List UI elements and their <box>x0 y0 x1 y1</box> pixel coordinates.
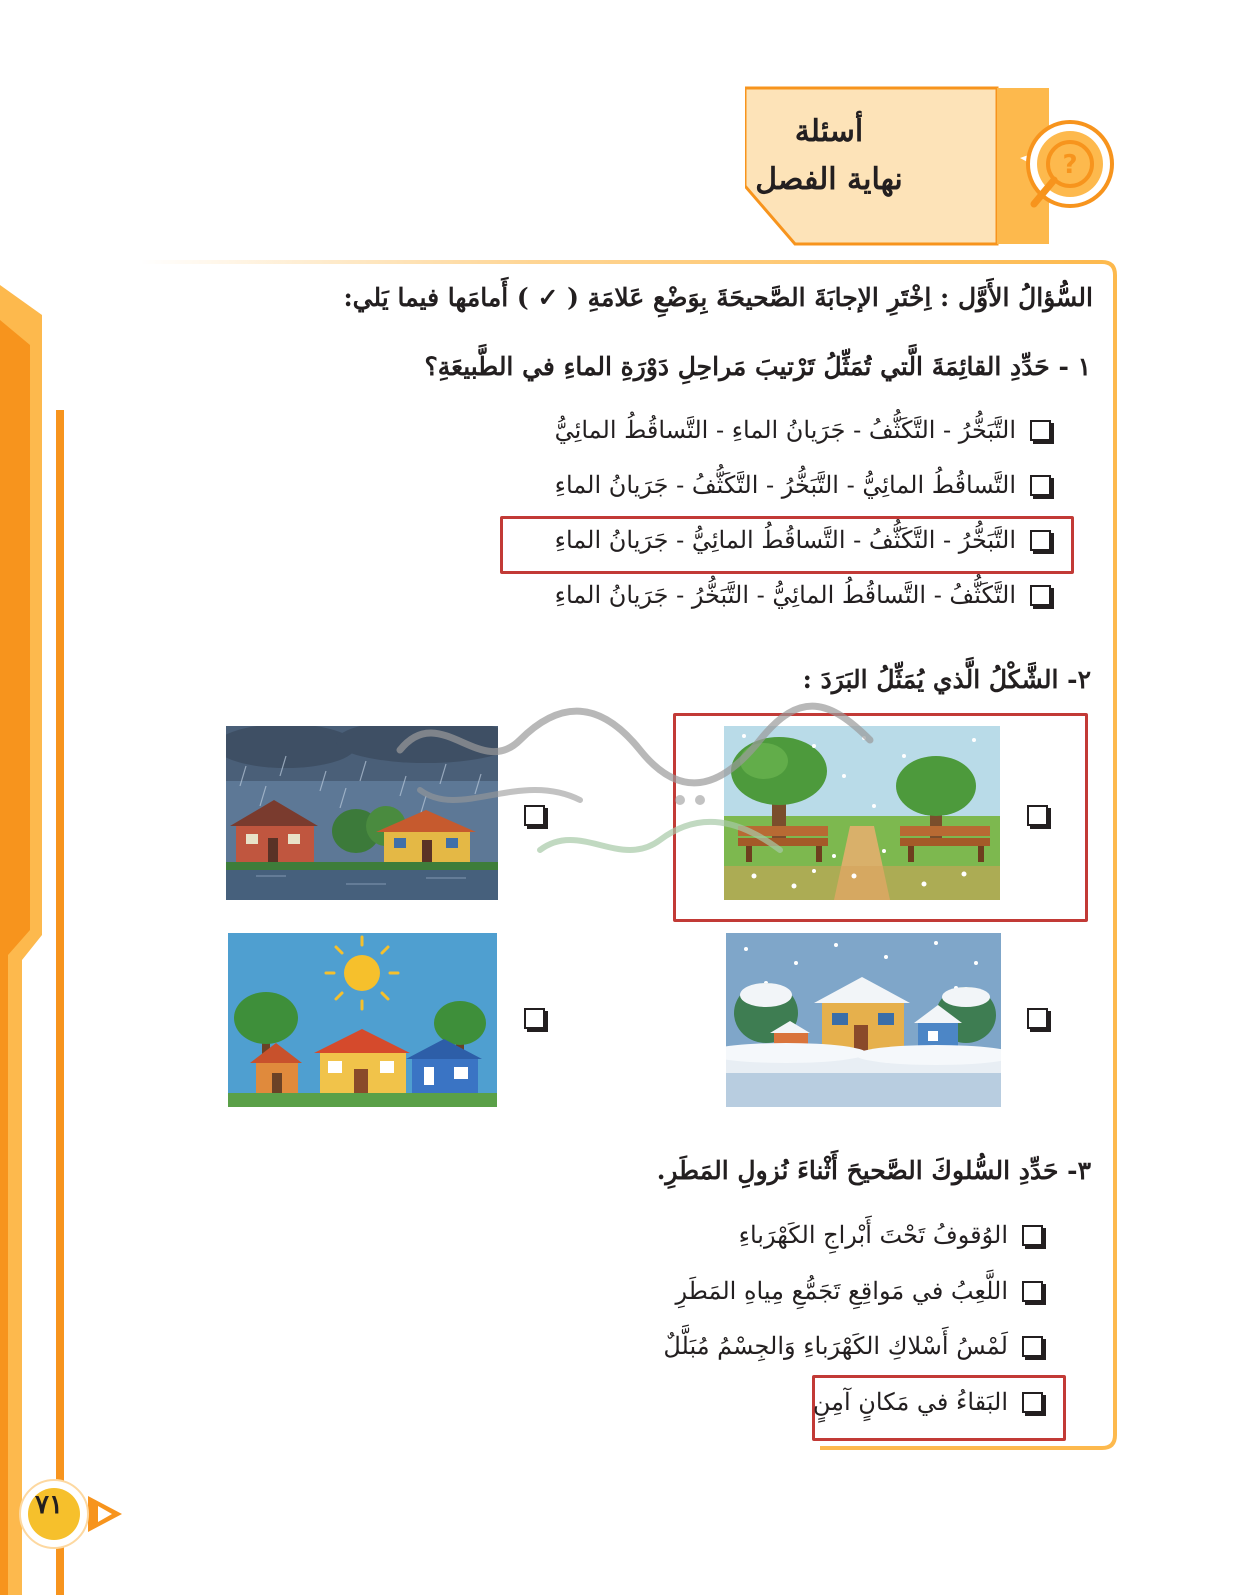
checkbox[interactable] <box>1022 1336 1043 1357</box>
svg-text:?: ? <box>1062 150 1078 180</box>
item3-option-3[interactable] <box>663 1332 1043 1360</box>
item3-option-2[interactable] <box>676 1277 1043 1305</box>
checkbox[interactable] <box>524 805 545 826</box>
item1-option-3[interactable] <box>555 526 1051 554</box>
option-label: التَّكَثُّفُ - التَّساقُطُ المائِيُّ - التَّبَخُّرُ - جَرَيانُ الماءِ <box>554 581 1016 609</box>
checkbox[interactable] <box>1022 1225 1043 1246</box>
question-instruction: السُّؤالُ الأَوَّل : اِخْتَرِ الإجابَةَ الصَّحيحَةَ بِوَضْعِ عَلامَةِ ( ✓ ) أَمامَها فيما يَلي: <box>343 283 1093 312</box>
hail-park-image[interactable] <box>724 726 1000 900</box>
snowy-houses-image[interactable] <box>726 933 1001 1107</box>
page-number: ٧١ <box>35 1490 63 1520</box>
checkbox[interactable] <box>1027 1008 1048 1029</box>
checkbox[interactable] <box>1027 805 1048 826</box>
option-label: لَمْسُ أَسْلاكِ الكَهْرَباءِ وَالجِسْمُ مُبَلَّلٌ <box>663 1332 1008 1360</box>
section-title <box>699 108 959 204</box>
item2-title: ٢- الشَّكْلُ الَّذي يُمَثِّلُ البَرَدَ : <box>802 665 1091 694</box>
option-label: الوُقوفُ تَحْتَ أَبْراجِ الكَهْرَباءِ <box>738 1221 1008 1249</box>
section-title-line1: أسئلة <box>794 114 864 149</box>
item1-option-1[interactable] <box>555 416 1051 444</box>
checkbox[interactable] <box>1030 585 1051 606</box>
section-title-line2: نهاية الفصل <box>755 162 903 197</box>
item1-option-2[interactable] <box>555 471 1051 499</box>
page-edge-decoration <box>0 0 70 1595</box>
question-magnifier-icon <box>1020 118 1120 218</box>
option-label: البَقاءُ في مَكانٍ آمِنٍ <box>812 1388 1008 1416</box>
checkbox[interactable] <box>524 1008 545 1029</box>
checkbox[interactable] <box>1030 530 1051 551</box>
item3-option-4[interactable] <box>813 1388 1043 1416</box>
item3-option-1[interactable] <box>739 1221 1043 1249</box>
checkbox[interactable] <box>1022 1392 1043 1413</box>
option-label: التَّبَخُّرُ - التَّكَثُّفُ - جَرَيانُ الماءِ - التَّساقُطُ المائِيُّ <box>554 416 1016 444</box>
option-label: اللَّعِبُ في مَواقِعِ تَجَمُّعِ مِياهِ المَطَرِ <box>675 1277 1008 1305</box>
option-label: التَّبَخُّرُ - التَّكَثُّفُ - التَّساقُطُ المائِيُّ - جَرَيانُ الماءِ <box>554 526 1016 554</box>
rainy-houses-image[interactable] <box>226 726 498 900</box>
item3-title: ٣- حَدِّدِ السُّلوكَ الصَّحيحَ أَثْناءَ نُزولِ المَطَرِ. <box>656 1156 1091 1185</box>
checkbox[interactable] <box>1022 1281 1043 1302</box>
checkbox[interactable] <box>1030 475 1051 496</box>
sunny-houses-image[interactable] <box>228 933 497 1107</box>
item1-option-4[interactable] <box>555 581 1051 609</box>
option-label: التَّساقُطُ المائِيُّ - التَّبَخُّرُ - التَّكَثُّفُ - جَرَيانُ الماءِ <box>554 471 1016 499</box>
item1-title: ١ - حَدِّدِ القائِمَةَ الَّتي تُمَثِّلُ تَرْتيبَ مَراحِلِ دَوْرَةِ الماءِ في الطَّبيعَةِ؟ <box>424 352 1091 381</box>
checkbox[interactable] <box>1030 420 1051 441</box>
